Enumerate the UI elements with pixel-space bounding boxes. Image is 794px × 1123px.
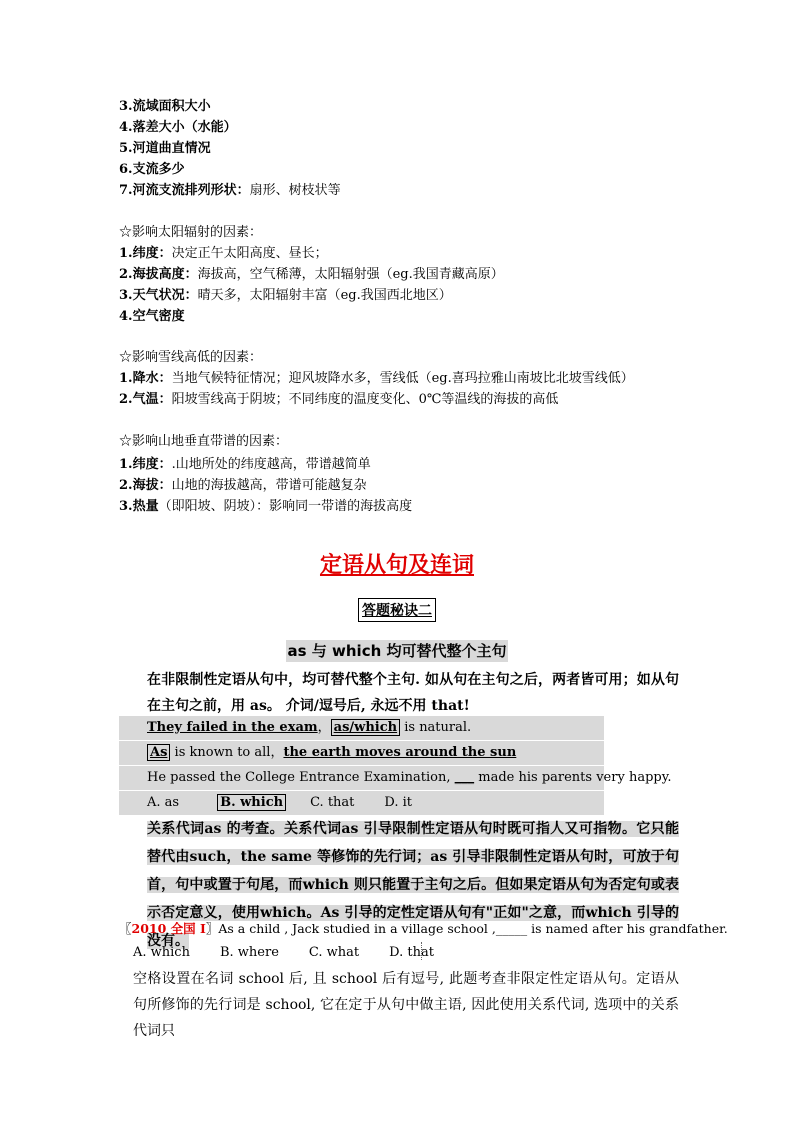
mountain-heading: ☆影响山地垂直带谱的因素： (119, 434, 289, 449)
correct-option: B. which (217, 794, 286, 811)
solar-item-1: 1.纬度：决定正午太阳高度、昼长； (119, 246, 328, 261)
solar-item-2: 2.海拔高度：海拔高，空气稀薄，太阳辐射强（eg.我国青藏高原） (119, 267, 504, 282)
page-title: 定语从句及连词 (319, 553, 474, 578)
snowline-heading: ☆影响雪线高低的因素： (119, 350, 263, 365)
mountain-item-2: 2.海拔：山地的海拔越高，带谱可能越复杂 (119, 478, 367, 493)
question-2-stem: 〖2010 全国 I〗As a child , Jack studied in a village school ,_____ is named after his grandfather. (119, 921, 728, 936)
river-factor-3: 3.流域面积大小 (119, 99, 211, 114)
solar-item-3: 3.天气状况：晴天多，太阳辐射丰富（eg.我国西北地区） (119, 288, 452, 303)
section-heading-wrap (0, 640, 794, 661)
solar-item-4: 4.空气密度 (119, 309, 185, 324)
river-factor-4: 4.落差大小（水能） (119, 120, 237, 135)
subtitle-box (0, 598, 794, 622)
mountain-item-1: 1.纬度：.山地所处的纬度越高，带谱越简单 (119, 457, 371, 472)
question-1-stem: He passed the College Entrance Examination, ___ made his parents very happy. (119, 766, 604, 790)
question-2-options: A. which B. where C. what D. that (133, 945, 434, 960)
river-factor-7: 7.河流支流排列形状：扇形、树枝状等 (119, 183, 341, 198)
river-factor-5: 5.河道曲直情况 (119, 141, 211, 156)
rule-paragraph: 在非限制性定语从句中，均可替代整个主句. 如从句在主句之后，两者皆可用；如从句在主句之前，用 as。 介词/逗号后, 永远不用 that! (147, 672, 679, 714)
subtitle: 答题秘诀二 (358, 598, 436, 622)
snowline-item-2: 2.气温：阳坡雪线高于阴坡；不同纬度的温度变化、0℃等温线的海拔的高低 (119, 392, 559, 407)
solar-heading: ☆影响太阳辐射的因素： (119, 225, 263, 240)
example-2: As is known to all，the earth moves around the sun (119, 741, 604, 765)
river-factor-6: 6.支流多少 (119, 162, 185, 177)
section-heading: as 与 which 均可替代整个主句 (287, 642, 507, 660)
explanation-paragraph: 关系代词as 的考查。关系代词as 引导限制性定语从句时既可指人又可指物。它只能替代由such，the same 等修饰的先行词；as 引导非限制性定语从句时，可放于句首，句中或置于句尾，而which 则只能置于主句之后。但如果定语从句为否定句或表示否定意义，使用which。As 引导的定性定语从句有"正如"之意，而which 引导的没有。 (147, 821, 679, 949)
mountain-item-3: 3.热量（即阳坡、阴坡）：影响同一带谱的海拔高度 (119, 499, 413, 514)
question-1-options: A. as B. which C. that D. it (119, 791, 604, 815)
analysis-paragraph: 空格设置在名词 school 后, 且 school 后有逗号, 此题考查非限定性定语从句。定语从句所修饰的先行词是 school, 它在定于从句中做主语, 因此使用关系代词, 选项中的关系代词只 (133, 971, 679, 1039)
cursor-marker (421, 942, 423, 960)
example-1: They failed in the exam， as/which is natural. (119, 716, 604, 740)
snowline-item-1: 1.降水：当地气候特征情况；迎风坡降水多，雪线低（eg.喜玛拉雅山南坡比北坡雪线低） (119, 371, 634, 386)
